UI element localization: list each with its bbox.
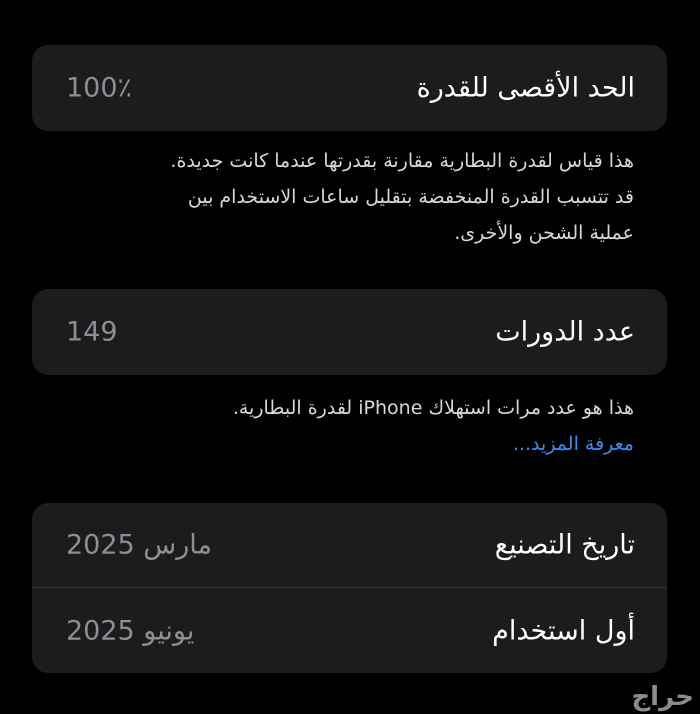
cycle-count-row [32, 289, 667, 375]
first-use-date-row [32, 588, 667, 673]
manufacture-date-row [32, 503, 667, 587]
max-capacity-row [32, 45, 667, 131]
learn-more-link[interactable]: معرفة المزيد... [512, 433, 634, 455]
max-capacity-description [34, 143, 634, 251]
cycle-count-description [34, 390, 634, 462]
dates-card [32, 503, 667, 673]
max-capacity-value: 100٪ [66, 72, 133, 104]
first-use-date-value: يونيو 2025 [66, 615, 195, 646]
manufacture-date-label: تاريخ التصنيع [494, 529, 635, 561]
haraj-watermark-logo: حراج [631, 682, 694, 712]
first-use-date-label: أول استخدام [492, 615, 635, 646]
max-capacity-label: الحد الأقصى للقدرة [416, 72, 635, 104]
cycle-count-value: 149 [66, 316, 118, 348]
max-capacity-description-line-2: قد تتسبب القدرة المنخفضة بتقليل ساعات الاستخدام بين [187, 186, 634, 208]
cycle-count-card [32, 289, 667, 375]
max-capacity-card [32, 45, 667, 131]
cycle-count-description-text: هذا هو عدد مرات استهلاك iPhone لقدرة البطارية. [232, 397, 634, 419]
manufacture-date-value: مارس 2025 [66, 529, 212, 561]
cycle-count-label: عدد الدورات [495, 316, 635, 348]
max-capacity-description-line-3: عملية الشحن والأخرى. [454, 222, 634, 244]
max-capacity-description-line-1: هذا قياس لقدرة البطارية مقارنة بقدرتها عندما كانت جديدة. [170, 150, 634, 172]
